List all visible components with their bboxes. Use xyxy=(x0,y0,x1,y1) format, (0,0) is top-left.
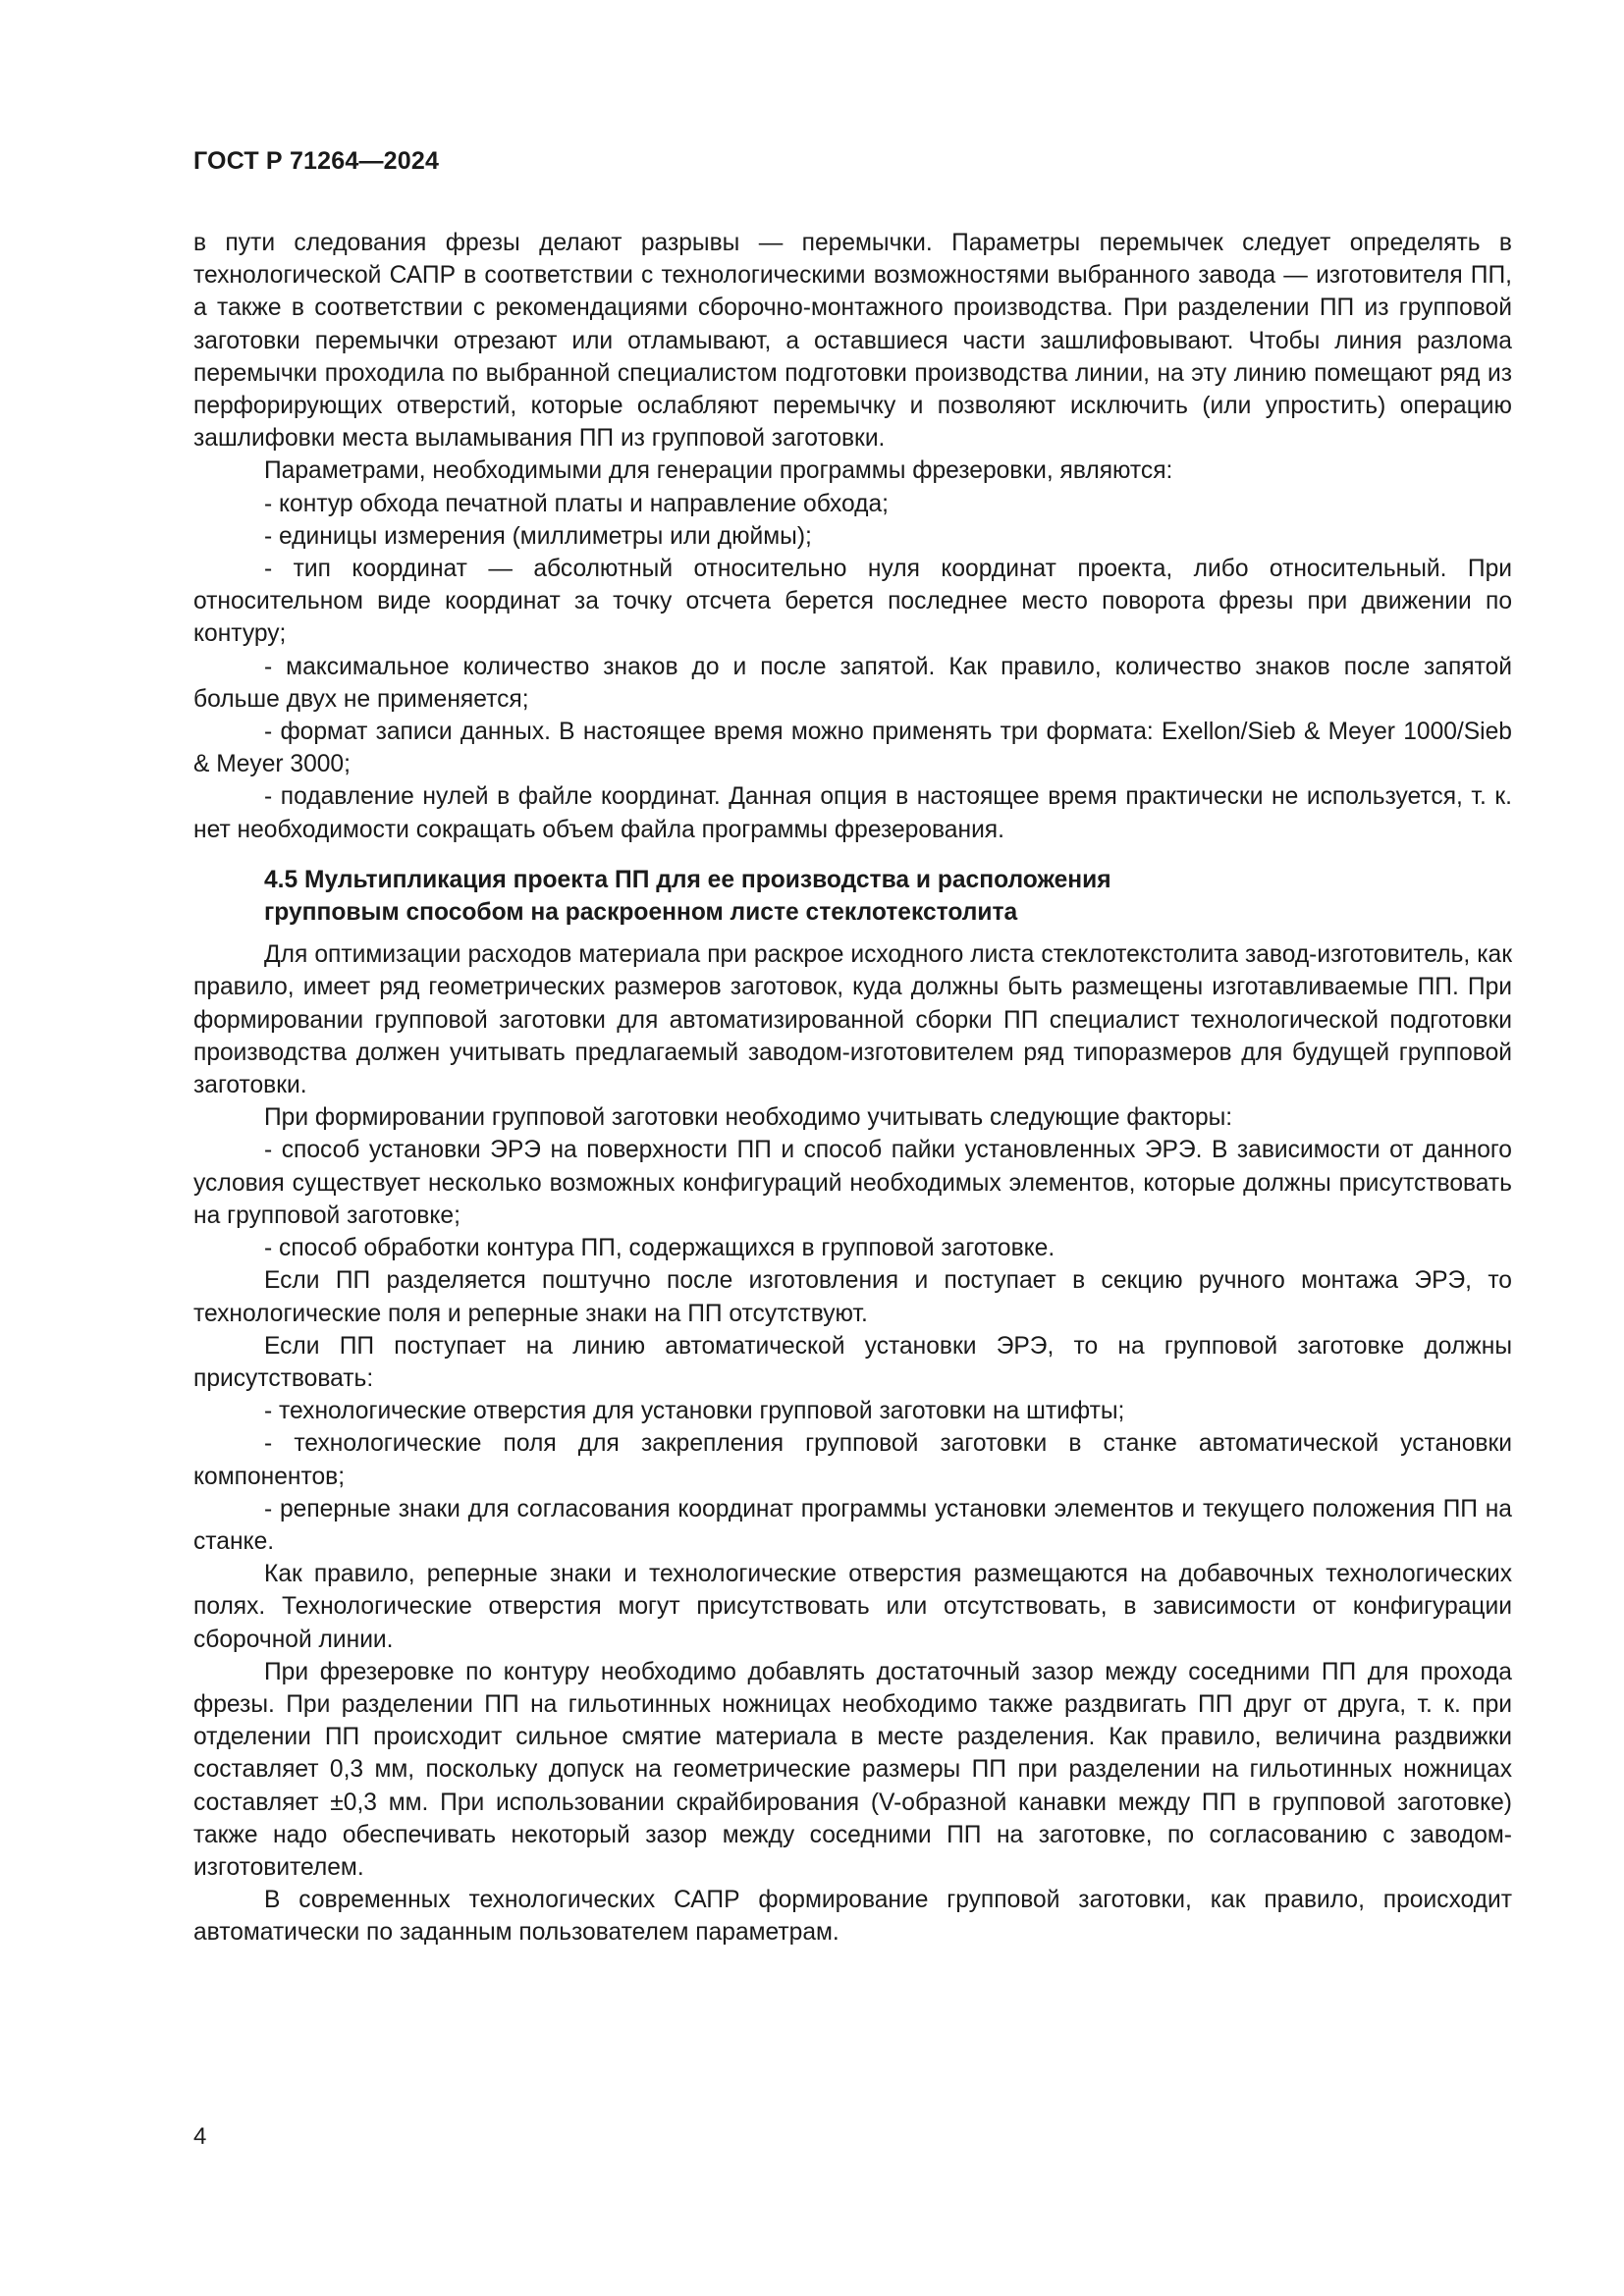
list-item: - формат записи данных. В настоящее время можно применять три формата: Exellon/Sieb & Meyer 1000/Sieb & Meyer 3000; xyxy=(193,719,1512,778)
document-header: ГОСТ Р 71264—2024 xyxy=(193,147,440,175)
list-item: - максимальное количество знаков до и после запятой. Как правило, количество знаков после запятой больше двух не применяется; xyxy=(193,653,1512,713)
list-item: - единицы измерения (миллиметры или дюймы); xyxy=(264,522,812,550)
paragraph: Если ПП поступает на линию автоматической установки ЭРЭ, то на групповой заготовке должны присутствовать: xyxy=(193,1332,1512,1392)
list-item: - способ установки ЭРЭ на поверхности ПП и способ пайки установленных ЭРЭ. В зависимости от данного условия существует несколько возможных конфигураций необходимых элементов, которые должны присутствовать на групповой заготовке; xyxy=(193,1137,1512,1229)
paragraph: Для оптимизации расходов материала при раскрое исходного листа стеклотекстолита завод-изготовитель, как правило, имеет ряд геометрических размеров заготовок, куда должны быть размещены изготавливаемые ПП. При формировании групповой заготовки для автоматизированной сборки ПП специалист технологической подготовки производства должен учитывать предлагаемый заводом-изготовителем ряд типоразмеров для будущей групповой заготовки. xyxy=(193,941,1512,1099)
list-item: - технологические поля для закрепления групповой заготовки в станке автоматической установки компонентов; xyxy=(193,1430,1512,1490)
list-item: - способ обработки контура ПП, содержащихся в групповой заготовке. xyxy=(264,1235,1056,1262)
paragraph: При фрезеровке по контуру необходимо добавлять достаточный зазор между соседними ПП для прохода фрезы. При разделении ПП на гильотинных ножницах необходимо также раздвигать ПП друг от друга, т. к. при отделении ПП происходит сильное смятие материала в месте разделения. Как правило, величина раздвижки составляет 0,3 мм, поскольку допуск на геометрические размеры ПП при разделении на гильотинных ножницах составляет ±0,3 мм. При использовании скрайбирования (V-образной канавки между ПП в групповой заготовке) также надо обеспечивать некоторый зазор между соседними ПП на заготовке, по согласованию с заводом-изготовителем. xyxy=(193,1658,1512,1881)
paragraph: Как правило, реперные знаки и технологические отверстия размещаются на добавочных технологических полях. Технологические отверстия могут присутствовать или отсутствовать, в зависимости от конфигурации сборочной линии. xyxy=(193,1561,1512,1653)
list-item: - тип координат — абсолютный относительно нуля координат проекта, либо относительный. При относительном виде координат за точку отсчета берется последнее место поворота фрезы при движении по контуру; xyxy=(193,556,1512,648)
list-item: - контур обхода печатной платы и направление обхода; xyxy=(264,490,889,517)
page-number: 4 xyxy=(193,2123,207,2150)
paragraph: Если ПП разделяется поштучно после изготовления и поступает в секцию ручного монтажа ЭРЭ, то технологические поля и реперные знаки на ПП отсутствуют. xyxy=(193,1267,1512,1327)
paragraph: При формировании групповой заготовки необходимо учитывать следующие факторы: xyxy=(264,1104,1233,1132)
list-item: - реперные знаки для согласования координат программы установки элементов и текущего положения ПП на станке. xyxy=(193,1495,1512,1555)
paragraph: В современных технологических САПР формирование групповой заготовки, как правило, происходит автоматически по заданным пользователем параметрам. xyxy=(193,1887,1512,1947)
list-item: - технологические отверстия для установки групповой заготовки на штифты; xyxy=(264,1398,1125,1425)
list-item: - подавление нулей в файле координат. Данная опция в настоящее время практически не используется, т. к. нет необходимости сокращать объем файла программы фрезерования. xyxy=(193,783,1512,843)
section-heading: 4.5 Мультипликация проекта ПП для ее производства и расположения групповым способом на раскроенном листе стеклотекстолита xyxy=(264,866,1111,927)
paragraph: Параметрами, необходимыми для генерации программы фрезеровки, являются: xyxy=(264,457,1173,485)
paragraph: в пути следования фрезы делают разрывы — перемычки. Параметры перемычек следует определять в технологической САПР в соответствии с технологическими возможностями выбранного завода — изготовителя ПП, а также в соответствии с рекомендациями сборочно-монтажного производства. При разделении ПП из групповой заготовки перемычки отрезают или отламывают, а оставшиеся части зашлифовывают. Чтобы линия разлома перемычки проходила по выбранной специалистом подготовки производства линии, на эту линию помещают ряд из перфорирующих отверстий, которые ослабляют перемычку и позволяют исключить (или упростить) операцию зашлифовки места выламывания ПП из групповой заготовки. xyxy=(193,230,1512,453)
page-content xyxy=(193,227,1512,1949)
